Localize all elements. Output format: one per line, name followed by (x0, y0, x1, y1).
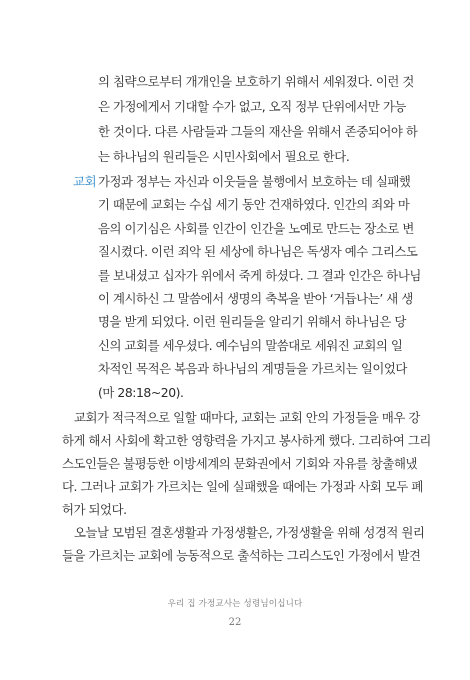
intro-line: 한 것이다. 다른 사람들과 그들의 재산을 위해서 존중되어야 하 (98, 124, 418, 139)
section-label-church: 교회 (73, 174, 97, 189)
church-line: 신의 교회를 세우셨다. 예수님의 말씀대로 세워진 교회의 일 (98, 337, 403, 353)
page-number: 22 (228, 617, 242, 628)
church-line: (마 28:18~20). (98, 384, 184, 400)
church-line: 음의 이기심은 사회를 인간이 인간을 노예로 만드는 장소로 변 (98, 220, 414, 236)
body-line: 다. 그러나 교회가 가르치는 일에 실패했을 때에는 가정과 사회 모두 폐 (62, 479, 423, 494)
running-footer-title: 우리 집 가정교사는 성령님이십니다 (167, 599, 303, 609)
intro-line: 은 가정에게서 기대할 수가 없고, 오직 정부 단위에서만 가능 (98, 99, 406, 114)
church-line: 차적인 목적은 복음과 하나님의 계명들을 가르치는 일이었다 (98, 361, 407, 377)
church-line: 질시켰다. 이런 죄악 된 세상에 하나님은 독생자 예수 그리스도 (98, 244, 418, 260)
intro-line: 는 하나님의 원리들은 시민사회에서 필요로 한다. (98, 149, 350, 164)
body-line: 들을 가르치는 교회에 능동적으로 출석하는 그리스도인 가정에서 발견 (62, 548, 421, 563)
church-line: 기 때문에 교회는 수십 세기 동안 건재하였다. 인간의 죄와 마 (98, 197, 410, 213)
body-line: 오늘날 모범된 결혼생활과 가정생활은, 가정생활을 위해 성경적 원리 (74, 525, 425, 540)
body-line: 허가 되었다. (62, 502, 127, 517)
intro-line: 의 침략으로부터 개개인을 보호하기 위해서 세워졌다. 이런 것 (98, 74, 414, 89)
body-line: 하게 해서 사회에 확고한 영향력을 가지고 봉사하게 했다. 그리하여 그리 (62, 433, 431, 448)
church-line: 가정과 정부는 자신과 이웃들을 불행에서 보호하는 데 실패했 (98, 174, 411, 189)
body-line: 스도인들은 불평등한 이방세계의 문화권에서 기회와 자유를 창출해냈 (62, 456, 417, 471)
church-line: 를 보내셨고 십자가 위에서 죽게 하셨다. 그 결과 인간은 하나님 (98, 267, 421, 283)
body-line: 교회가 적극적으로 일할 때마다, 교회는 교회 안의 가정들을 매우 강 (74, 410, 420, 425)
church-line: 이 계시하신 그 말씀에서 생명의 축복을 받아 ‘거듭나는’ 새 생 (98, 291, 413, 306)
church-line: 명을 받게 되었다. 이런 원리들을 알리기 위해서 하나님은 당 (98, 314, 406, 330)
